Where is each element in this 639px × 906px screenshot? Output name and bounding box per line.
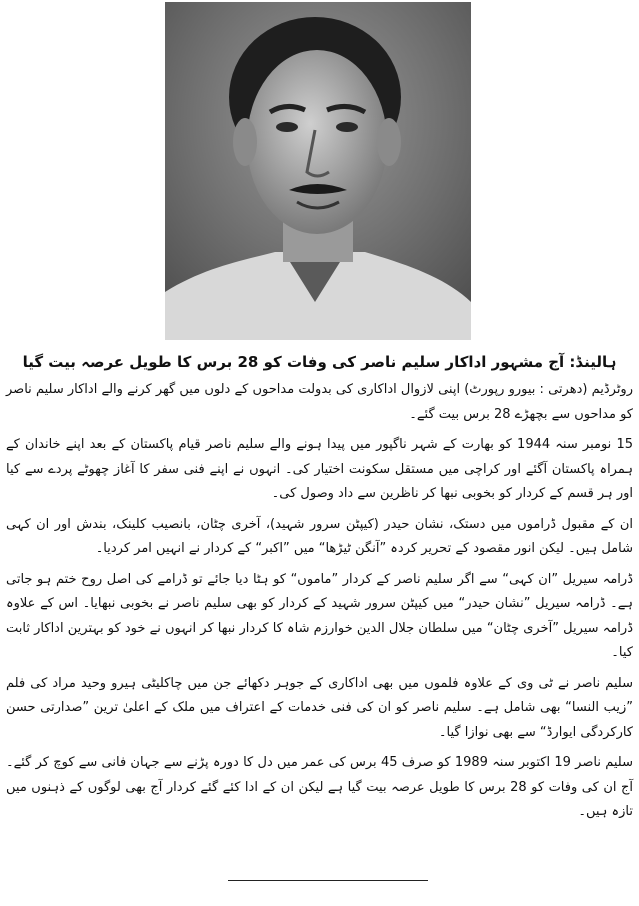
article-body	[6, 378, 633, 831]
portrait-photo	[165, 2, 471, 340]
article-paragraph: 15 نومبر سنہ 1944 کو بھارت کے شہر ناگپور میں پیدا ہونے والے سلیم ناصر قیام پاکستان کے بعد اپنے خاندان کے ہمراہ پاکستان آگئے اور کراچی میں مستقل سکونت اختیار کی۔ انہوں نے اپنے فنی سفر کا آغاز چھوٹے پردے سے کیا اور ہر قسم کے کردار کو بخوبی نبھا کر ناظرین سے داد وصول کی۔	[6, 437, 633, 501]
article-paragraph: ان کے مقبول ڈراموں میں دستک، نشان حیدر (کیپٹن سرور شہید)، آخری چٹان، بانصیب کلینک، بندش اور ان کہی شامل ہیں۔ لیکن انور مقصود کے تحریر کردہ ”آنگن ٹیڑھا“ میں ”اکبر“ کے کردار نے انہیں امر کردیا۔	[6, 516, 633, 556]
portrait-photo-icon	[165, 2, 471, 340]
headline: ہالینڈ: آج مشہور اداکار سلیم ناصر کی وفات کو 28 برس کا طویل عرصہ بیت گیا	[22, 353, 617, 371]
article-paragraph: سلیم ناصر 19 اکتوبر سنہ 1989 کو صرف 45 برس کی عمر میں دل کا دورہ پڑنے سے جہان فانی سے کوچ کر گئے۔ آج ان کی وفات کو 28 برس کا طویل عرصہ بیت گیا ہے لیکن ان کے ادا کئے گئے کردار آج بھی لوگوں کے ذہنوں میں تازہ ہیں۔	[6, 755, 633, 819]
article-paragraph: ڈرامہ سیریل ”ان کہی“ سے اگر سلیم ناصر کے کردار ”ماموں“ کو ہٹا دیا جائے تو ڈرامے کی اصل روح ختم ہو جاتی ہے۔ ڈرامہ سیریل ”نشان حیدر“ میں کیپٹن سرور شہید کے کردار کو بھی سلیم ناصر نے بخوبی نبھایا۔ اس کے علاوہ ڈرامہ سیریل ”آخری چٹان“ میں سلطان جلال الدین خوارزم شاہ کا کردار نبھا کر انہوں نے خود کو بہترین اداکار ثابت کیا۔	[6, 571, 633, 660]
article-paragraph: سلیم ناصر نے ٹی وی کے علاوہ فلموں میں بھی اداکاری کے جوہر دکھائے جن میں چاکلیٹی ہیرو وحید مراد کی فلم ”زیب النسا“ بھی شامل ہے۔ سلیم ناصر کو ان کی فنی خدمات کے اعتراف میں ملک کے اعلیٰ ترین ”صدارتی حسن کارکردگی ایوارڈ“ سے بھی نوازا گیا۔	[6, 675, 633, 740]
end-divider	[228, 880, 428, 881]
article-paragraph: روٹرڈیم (دھرتی : بیورو رپورٹ) اپنی لازوال اداکاری کی بدولت مداحوں کے دلوں میں گھر کرنے والے اداکار سلیم ناصر کو مداحوں سے بچھڑے 28 برس بیت گئے۔	[6, 382, 633, 422]
